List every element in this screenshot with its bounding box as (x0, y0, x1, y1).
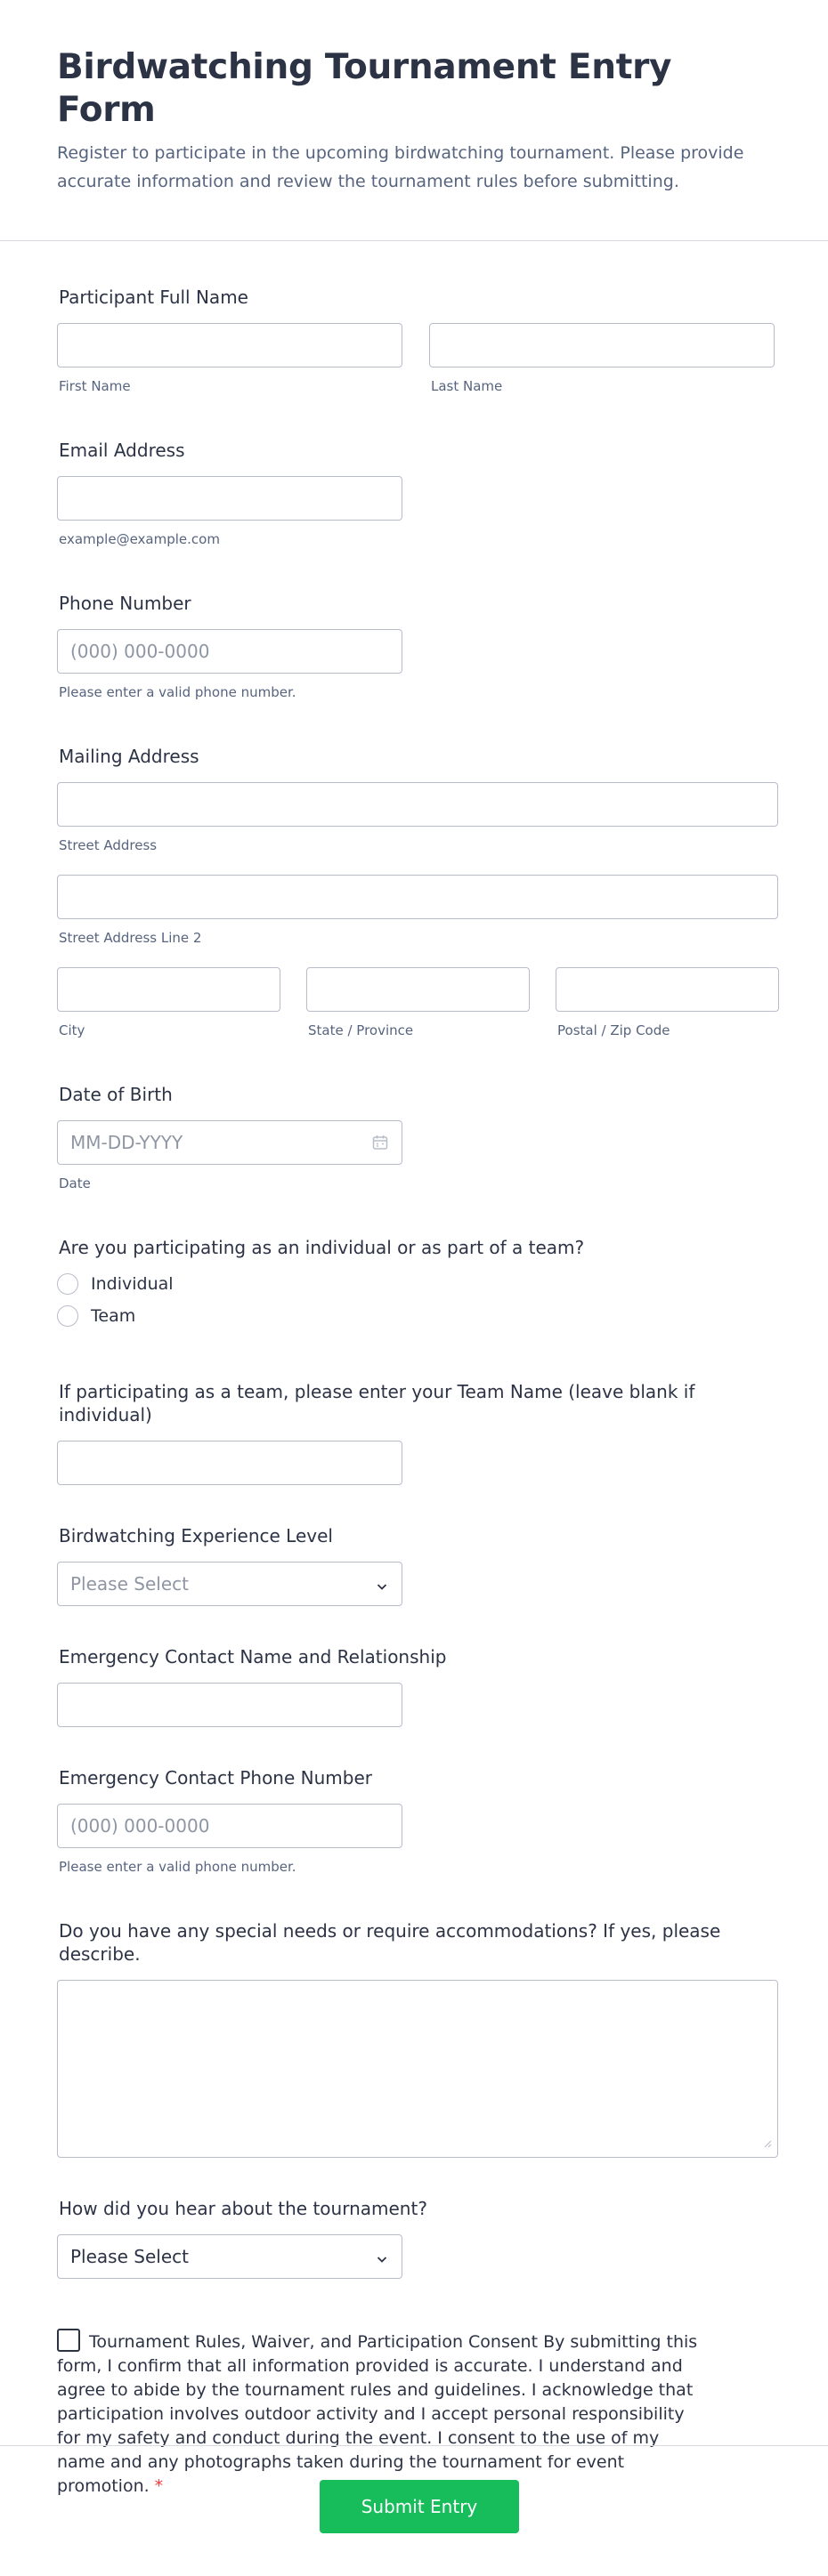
dob-label: Date of Birth (59, 1084, 173, 1105)
experience-label: Birdwatching Experience Level (59, 1525, 333, 1546)
email-label: Email Address (59, 440, 185, 461)
radio-team-label: Team (91, 1306, 136, 1326)
question-special-needs (57, 1919, 778, 2158)
heard-about-select[interactable] (57, 2234, 402, 2279)
experience-select[interactable] (57, 1562, 402, 1606)
form-subtitle: Register to participate in the upcoming birdwatching tournament. Please provide accurate information and review the tournament rules before submitting. (57, 143, 744, 191)
required-asterisk: * (154, 2476, 164, 2496)
team-name-label: If participating as a team, please enter your Team Name (leave blank if individual) (59, 1381, 695, 1425)
radio-individual[interactable] (57, 1273, 778, 1295)
first-name-sublabel: First Name (59, 378, 131, 394)
zip-input[interactable] (556, 967, 779, 1012)
street-address-2-sublabel: Street Address Line 2 (59, 930, 202, 946)
chevron-down-icon (375, 1577, 389, 1591)
last-name-input[interactable] (429, 323, 775, 367)
question-full-name (57, 286, 778, 394)
dob-sublabel: Date (59, 1175, 91, 1191)
dob-input[interactable] (57, 1120, 402, 1165)
question-experience (57, 1524, 778, 1606)
consent-text: Tournament Rules, Waiver, and Participation Consent By submitting this form, I confirm that all information provided is accurate. I understand and agree to abide by the tournament rules and guidelines. I acknowledge that participation involves outdoor activity and I accept personal responsibility for my safety and conduct during the event. I consent to the use of my name and any photographs taken during the tournament for event promotion. (57, 2332, 698, 2496)
heard-about-value: Please Select (70, 2246, 189, 2267)
address-label: Mailing Address (59, 746, 199, 767)
state-sublabel: State / Province (308, 1022, 414, 1038)
chevron-down-icon (375, 2249, 389, 2264)
street-address-input[interactable] (57, 782, 778, 827)
email-input[interactable] (57, 476, 402, 521)
full-name-label: Participant Full Name (59, 287, 248, 308)
radio-individual-label: Individual (91, 1274, 174, 1294)
form-body (0, 286, 828, 2499)
radio-team[interactable] (57, 1305, 778, 1327)
form-header (0, 0, 828, 241)
phone-sublabel: Please enter a valid phone number. (59, 684, 296, 700)
radio-individual-circle[interactable] (57, 1273, 78, 1295)
phone-input[interactable] (57, 629, 402, 674)
question-emergency-phone (57, 1766, 778, 1875)
emergency-name-label: Emergency Contact Name and Relationship (59, 1646, 447, 1668)
form-footer (0, 2445, 828, 2576)
email-sublabel: example@example.com (59, 531, 220, 547)
last-name-sublabel: Last Name (431, 378, 503, 394)
question-team-name (57, 1380, 778, 1485)
question-participation (57, 1236, 778, 1327)
question-address (57, 745, 778, 1038)
special-needs-label: Do you have any special needs or require accommodations? If yes, please describe. (59, 1920, 721, 1965)
consent-checkbox[interactable] (57, 2329, 80, 2352)
zip-sublabel: Postal / Zip Code (557, 1022, 670, 1038)
experience-placeholder: Please Select (70, 1573, 189, 1595)
question-email (57, 439, 778, 547)
question-dob (57, 1083, 778, 1191)
participation-label: Are you participating as an individual or as part of a team? (59, 1237, 585, 1258)
emergency-phone-input[interactable] (57, 1804, 402, 1848)
state-input[interactable] (306, 967, 530, 1012)
special-needs-textarea[interactable] (57, 1980, 778, 2158)
emergency-phone-label: Emergency Contact Phone Number (59, 1767, 372, 1789)
dob-placeholder: MM-DD-YYYY (70, 1132, 183, 1153)
street-address-2-input[interactable] (57, 875, 778, 919)
emergency-name-input[interactable] (57, 1683, 402, 1727)
emergency-phone-placeholder: (000) 000-0000 (70, 1815, 210, 1837)
team-name-input[interactable] (57, 1441, 402, 1485)
phone-label: Phone Number (59, 593, 191, 614)
form-title: Birdwatching Tournament Entry Form (57, 47, 672, 130)
first-name-input[interactable] (57, 323, 402, 367)
city-sublabel: City (59, 1022, 85, 1038)
submit-button[interactable]: Submit Entry (320, 2480, 519, 2533)
question-heard-about (57, 2197, 778, 2279)
phone-placeholder: (000) 000-0000 (70, 641, 210, 662)
city-input[interactable] (57, 967, 280, 1012)
calendar-icon[interactable] (371, 1134, 389, 1156)
question-phone (57, 592, 778, 700)
resize-handle-icon[interactable] (763, 2135, 772, 2152)
emergency-phone-sublabel: Please enter a valid phone number. (59, 1859, 296, 1875)
heard-about-label: How did you hear about the tournament? (59, 2198, 427, 2219)
radio-team-circle[interactable] (57, 1305, 78, 1327)
question-emergency-name (57, 1645, 778, 1727)
street-address-sublabel: Street Address (59, 837, 158, 853)
